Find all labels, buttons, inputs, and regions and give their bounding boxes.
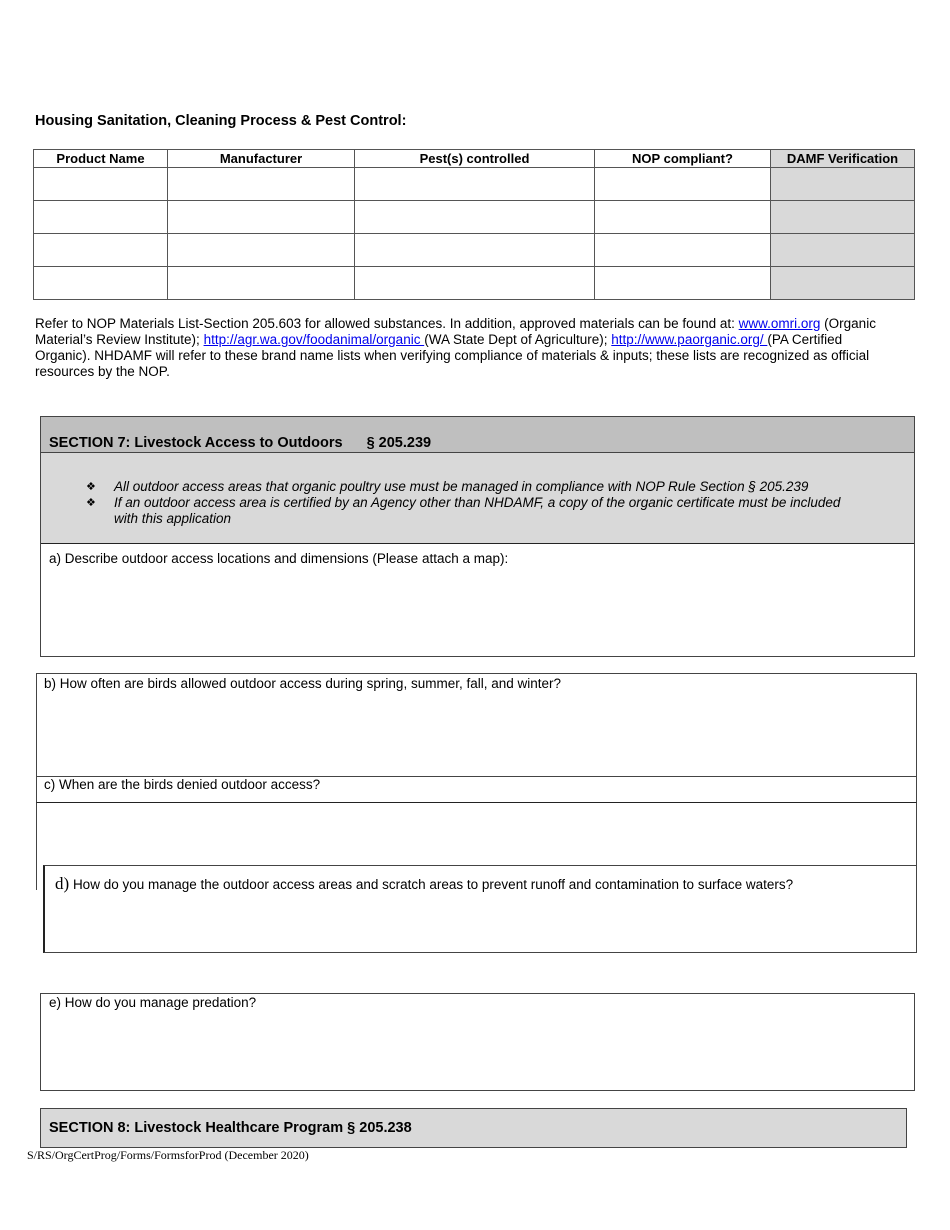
nop-compliant-cell[interactable] [595, 168, 771, 201]
section-7-ref: § 205.239 [366, 435, 432, 451]
col-nop-compliant: NOP compliant? [595, 150, 771, 168]
bullet-icon: ❖ [86, 481, 96, 493]
question-c: c) When are the birds denied outdoor access? [44, 777, 321, 792]
note-text: If an outdoor access area is certified by an Agency other than NHDAMF, a copy of the organic certificate must be included with this application [114, 495, 841, 526]
refer-text: (PA Certified Organic). NHDAMF will refer to these brand name lists when verifying compliance of materials & inputs; these lists are recognized as official resources by the NOP. [35, 332, 870, 379]
refer-text: Refer to NOP Materials List-Section 205.603 for allowed substances. In addition, approved materials can be found at: [35, 316, 739, 331]
bullet-icon: ❖ [86, 497, 96, 509]
verification-cell [771, 267, 915, 300]
section-heading: Housing Sanitation, Cleaning Process & Pest Control: [35, 113, 407, 129]
manufacturer-cell[interactable] [168, 234, 355, 267]
col-manufacturer: Manufacturer [168, 150, 355, 168]
section-8-header [40, 1108, 907, 1148]
wa-agr-link[interactable]: http://agr.wa.gov/foodanimal/organic [203, 332, 425, 347]
product-name-cell[interactable] [34, 267, 168, 300]
question-d-letter: d) [55, 874, 70, 893]
verification-cell [771, 168, 915, 201]
product-name-cell[interactable] [34, 234, 168, 267]
question-a: a) Describe outdoor access locations and dimensions (Please attach a map): [49, 551, 509, 566]
pests-cell[interactable] [355, 201, 595, 234]
section-8-ref: § 205.238 [347, 1120, 412, 1136]
table-row [34, 267, 915, 300]
question-d [55, 874, 793, 894]
question-d-text: How do you manage the outdoor access areas and scratch areas to prevent runoff and contamination to surface waters? [72, 877, 794, 892]
manufacturer-cell[interactable] [168, 267, 355, 300]
col-pests-controlled: Pest(s) controlled [355, 150, 595, 168]
section-7-title: SECTION 7: Livestock Access to Outdoors [49, 435, 343, 451]
section-7-box [40, 416, 915, 657]
nop-compliant-cell[interactable] [595, 201, 771, 234]
section-8-title: SECTION 8: Livestock Healthcare Program [49, 1120, 344, 1136]
footer-text: S/RS/OrgCertProg/Forms/FormsforProd (December 2020) [27, 1148, 309, 1162]
col-product-name: Product Name [34, 150, 168, 168]
product-name-cell[interactable] [34, 201, 168, 234]
verification-cell [771, 201, 915, 234]
product-name-cell[interactable] [34, 168, 168, 201]
note-item [86, 495, 844, 527]
note-item [86, 479, 844, 495]
manufacturer-cell[interactable] [168, 201, 355, 234]
question-b: b) How often are birds allowed outdoor access during spring, summer, fall, and winter? [44, 676, 562, 691]
pests-cell[interactable] [355, 267, 595, 300]
table-header-row [34, 150, 915, 168]
pests-cell[interactable] [355, 168, 595, 201]
table-row [34, 234, 915, 267]
omri-link[interactable]: www.omri.org [738, 316, 821, 331]
paorganic-link[interactable]: http://www.paorganic.org/ [611, 332, 768, 347]
table-row [34, 201, 915, 234]
question-bc-box[interactable] [36, 673, 917, 803]
manufacturer-cell[interactable] [168, 168, 355, 201]
materials-table [33, 149, 915, 300]
refer-text: (WA State Dept of Agriculture); [424, 332, 612, 347]
table-row [34, 168, 915, 201]
question-e: e) How do you manage predation? [49, 995, 257, 1010]
question-e-box[interactable] [40, 993, 915, 1091]
nop-compliant-cell[interactable] [595, 234, 771, 267]
verification-cell [771, 234, 915, 267]
nop-compliant-cell[interactable] [595, 267, 771, 300]
question-d-box[interactable] [43, 865, 917, 953]
col-damf-verification: DAMF Verification [771, 150, 915, 168]
reference-paragraph [35, 316, 897, 380]
refer-text: (Organic Material’s Review Institute); [35, 316, 876, 347]
section-7-header [41, 417, 914, 453]
section-7-notes [41, 453, 914, 544]
note-text: All outdoor access areas that organic poultry use must be managed in compliance with NOP Rule Section § 205.239 [114, 479, 809, 494]
pests-cell[interactable] [355, 234, 595, 267]
